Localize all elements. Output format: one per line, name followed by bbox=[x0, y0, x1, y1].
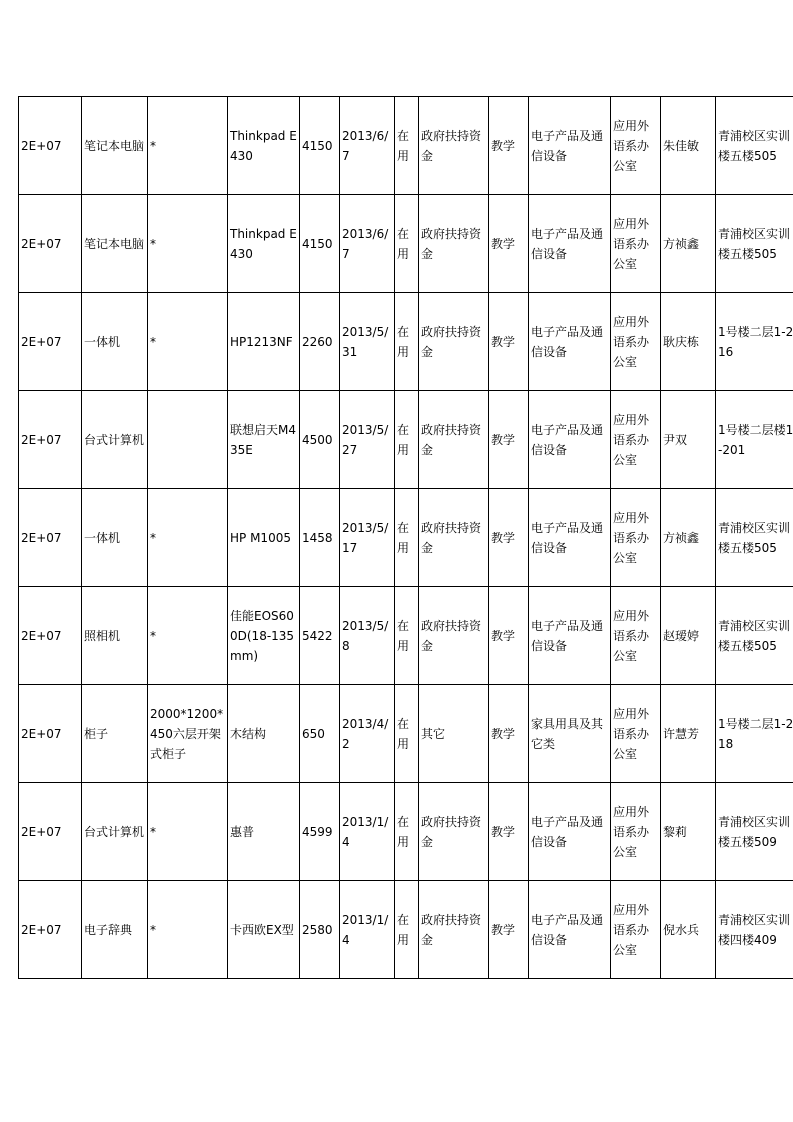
asset-location-cell: 1号楼二层1-218 bbox=[716, 685, 793, 783]
asset-date-cell: 2013/1/4 bbox=[340, 783, 395, 881]
asset-person-cell: 倪水兵 bbox=[661, 881, 716, 979]
asset-date-cell: 2013/5/8 bbox=[340, 587, 395, 685]
asset-date-cell: 2013/5/31 bbox=[340, 293, 395, 391]
asset-fund-cell: 政府扶持资金 bbox=[419, 293, 489, 391]
asset-price-cell: 4150 bbox=[300, 195, 340, 293]
asset-fund-cell: 其它 bbox=[419, 685, 489, 783]
asset-date-cell: 2013/5/27 bbox=[340, 391, 395, 489]
asset-category-cell: 电子产品及通信设备 bbox=[529, 783, 611, 881]
asset-person-cell: 方祯鑫 bbox=[661, 195, 716, 293]
asset-model-cell: Thinkpad E430 bbox=[228, 97, 300, 195]
asset-price-cell: 2580 bbox=[300, 881, 340, 979]
asset-use-cell: 教学 bbox=[489, 881, 529, 979]
asset-name-cell: 柜子 bbox=[82, 685, 148, 783]
asset-id-cell: 2E+07 bbox=[19, 587, 82, 685]
asset-price-cell: 650 bbox=[300, 685, 340, 783]
asset-use-cell: 教学 bbox=[489, 195, 529, 293]
asset-spec-cell: * bbox=[148, 881, 228, 979]
asset-person-cell: 耿庆栋 bbox=[661, 293, 716, 391]
asset-date-cell: 2013/4/2 bbox=[340, 685, 395, 783]
asset-fund-cell: 政府扶持资金 bbox=[419, 587, 489, 685]
table-row bbox=[19, 685, 793, 783]
asset-model-cell: Thinkpad E430 bbox=[228, 195, 300, 293]
asset-id-cell: 2E+07 bbox=[19, 293, 82, 391]
asset-spec-cell: * bbox=[148, 195, 228, 293]
asset-spec-cell: * bbox=[148, 489, 228, 587]
table-row bbox=[19, 391, 793, 489]
asset-status-cell: 在用 bbox=[395, 587, 419, 685]
asset-model-cell: 佳能EOS600D(18-135mm) bbox=[228, 587, 300, 685]
asset-fund-cell: 政府扶持资金 bbox=[419, 391, 489, 489]
asset-person-cell: 赵瑷婷 bbox=[661, 587, 716, 685]
asset-fund-cell: 政府扶持资金 bbox=[419, 97, 489, 195]
asset-spec-cell: * bbox=[148, 97, 228, 195]
asset-location-cell: 青浦校区实训楼四楼409 bbox=[716, 881, 793, 979]
asset-id-cell: 2E+07 bbox=[19, 685, 82, 783]
asset-use-cell: 教学 bbox=[489, 489, 529, 587]
asset-dept-cell: 应用外语系办公室 bbox=[611, 195, 661, 293]
asset-name-cell: 照相机 bbox=[82, 587, 148, 685]
asset-location-cell: 青浦校区实训楼五楼505 bbox=[716, 97, 793, 195]
asset-date-cell: 2013/6/7 bbox=[340, 195, 395, 293]
asset-table bbox=[18, 96, 793, 979]
asset-table-body bbox=[19, 97, 793, 979]
table-row bbox=[19, 293, 793, 391]
asset-status-cell: 在用 bbox=[395, 489, 419, 587]
asset-category-cell: 电子产品及通信设备 bbox=[529, 293, 611, 391]
table-row bbox=[19, 489, 793, 587]
asset-use-cell: 教学 bbox=[489, 587, 529, 685]
asset-fund-cell: 政府扶持资金 bbox=[419, 195, 489, 293]
asset-dept-cell: 应用外语系办公室 bbox=[611, 391, 661, 489]
asset-price-cell: 2260 bbox=[300, 293, 340, 391]
asset-spec-cell: * bbox=[148, 783, 228, 881]
asset-category-cell: 电子产品及通信设备 bbox=[529, 881, 611, 979]
asset-spec-cell: 2000*1200*450六层开架式柜子 bbox=[148, 685, 228, 783]
asset-category-cell: 电子产品及通信设备 bbox=[529, 97, 611, 195]
asset-status-cell: 在用 bbox=[395, 391, 419, 489]
table-row bbox=[19, 783, 793, 881]
asset-name-cell: 台式计算机 bbox=[82, 783, 148, 881]
asset-price-cell: 1458 bbox=[300, 489, 340, 587]
asset-name-cell: 笔记本电脑 bbox=[82, 97, 148, 195]
asset-person-cell: 黎莉 bbox=[661, 783, 716, 881]
asset-date-cell: 2013/5/17 bbox=[340, 489, 395, 587]
asset-date-cell: 2013/1/4 bbox=[340, 881, 395, 979]
asset-date-cell: 2013/6/7 bbox=[340, 97, 395, 195]
asset-status-cell: 在用 bbox=[395, 97, 419, 195]
asset-status-cell: 在用 bbox=[395, 195, 419, 293]
asset-use-cell: 教学 bbox=[489, 97, 529, 195]
asset-model-cell: HP M1005 bbox=[228, 489, 300, 587]
asset-location-cell: 青浦校区实训楼五楼505 bbox=[716, 195, 793, 293]
asset-id-cell: 2E+07 bbox=[19, 489, 82, 587]
asset-location-cell: 1号楼二层楼1-201 bbox=[716, 391, 793, 489]
asset-id-cell: 2E+07 bbox=[19, 97, 82, 195]
asset-name-cell: 台式计算机 bbox=[82, 391, 148, 489]
asset-spec-cell bbox=[148, 391, 228, 489]
asset-model-cell: 卡西欧EX型 bbox=[228, 881, 300, 979]
asset-dept-cell: 应用外语系办公室 bbox=[611, 97, 661, 195]
asset-fund-cell: 政府扶持资金 bbox=[419, 489, 489, 587]
asset-use-cell: 教学 bbox=[489, 293, 529, 391]
asset-location-cell: 青浦校区实训楼五楼509 bbox=[716, 783, 793, 881]
asset-model-cell: 联想启天M435E bbox=[228, 391, 300, 489]
asset-status-cell: 在用 bbox=[395, 685, 419, 783]
asset-name-cell: 一体机 bbox=[82, 489, 148, 587]
asset-id-cell: 2E+07 bbox=[19, 195, 82, 293]
asset-price-cell: 4599 bbox=[300, 783, 340, 881]
asset-price-cell: 4150 bbox=[300, 97, 340, 195]
asset-fund-cell: 政府扶持资金 bbox=[419, 881, 489, 979]
asset-person-cell: 许慧芳 bbox=[661, 685, 716, 783]
asset-id-cell: 2E+07 bbox=[19, 391, 82, 489]
asset-name-cell: 电子辞典 bbox=[82, 881, 148, 979]
asset-price-cell: 5422 bbox=[300, 587, 340, 685]
asset-name-cell: 一体机 bbox=[82, 293, 148, 391]
asset-fund-cell: 政府扶持资金 bbox=[419, 783, 489, 881]
asset-category-cell: 电子产品及通信设备 bbox=[529, 489, 611, 587]
asset-location-cell: 青浦校区实训楼五楼505 bbox=[716, 587, 793, 685]
asset-model-cell: 木结构 bbox=[228, 685, 300, 783]
asset-name-cell: 笔记本电脑 bbox=[82, 195, 148, 293]
asset-person-cell: 朱佳敏 bbox=[661, 97, 716, 195]
asset-dept-cell: 应用外语系办公室 bbox=[611, 587, 661, 685]
asset-location-cell: 青浦校区实训楼五楼505 bbox=[716, 489, 793, 587]
asset-price-cell: 4500 bbox=[300, 391, 340, 489]
asset-dept-cell: 应用外语系办公室 bbox=[611, 783, 661, 881]
asset-person-cell: 尹双 bbox=[661, 391, 716, 489]
asset-model-cell: HP1213NF bbox=[228, 293, 300, 391]
asset-spec-cell: * bbox=[148, 293, 228, 391]
asset-use-cell: 教学 bbox=[489, 783, 529, 881]
asset-use-cell: 教学 bbox=[489, 391, 529, 489]
asset-spec-cell: * bbox=[148, 587, 228, 685]
asset-status-cell: 在用 bbox=[395, 881, 419, 979]
asset-category-cell: 家具用具及其它类 bbox=[529, 685, 611, 783]
asset-use-cell: 教学 bbox=[489, 685, 529, 783]
asset-id-cell: 2E+07 bbox=[19, 783, 82, 881]
asset-status-cell: 在用 bbox=[395, 293, 419, 391]
table-row bbox=[19, 587, 793, 685]
table-row bbox=[19, 97, 793, 195]
asset-dept-cell: 应用外语系办公室 bbox=[611, 489, 661, 587]
asset-id-cell: 2E+07 bbox=[19, 881, 82, 979]
table-row bbox=[19, 195, 793, 293]
asset-dept-cell: 应用外语系办公室 bbox=[611, 685, 661, 783]
asset-person-cell: 方祯鑫 bbox=[661, 489, 716, 587]
asset-dept-cell: 应用外语系办公室 bbox=[611, 293, 661, 391]
asset-category-cell: 电子产品及通信设备 bbox=[529, 587, 611, 685]
table-row bbox=[19, 881, 793, 979]
asset-category-cell: 电子产品及通信设备 bbox=[529, 195, 611, 293]
asset-location-cell: 1号楼二层1-216 bbox=[716, 293, 793, 391]
asset-model-cell: 惠普 bbox=[228, 783, 300, 881]
asset-category-cell: 电子产品及通信设备 bbox=[529, 391, 611, 489]
asset-dept-cell: 应用外语系办公室 bbox=[611, 881, 661, 979]
asset-status-cell: 在用 bbox=[395, 783, 419, 881]
